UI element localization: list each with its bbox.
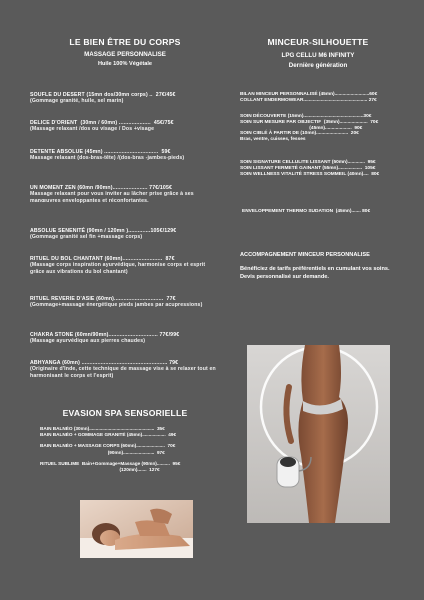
service-description: (Originaire d'Inde, cette technique de massage vise à se relaxer tout en harmonisant le corps et l'esprit) [30,366,216,379]
minceur-price-row: Bras, ventre, cuisses, fesses [240,137,306,143]
service-title: DELICE D'ORIENT (30mn / 60mn) .................... 45€/75€ [30,120,174,126]
service-title: ABSOLUE SENENITÉ (90mn / 120mn )..............105€/129€ [30,228,177,234]
spa-price-row: (120mn)....... 127€ [40,467,160,473]
accompagnement-title: ACCOMPAGNEMENT MINCEUR PERSONNALISE [240,252,370,258]
minceur-price-row: SOIN DÉCOUVERTE (15mn).............................................30€ [240,114,372,119]
minceur-section-subtitle: LPG CELLU M6 INFINITY [281,52,355,59]
minceur-price-row: SOIN SUR MESURE PAR OBJECTIF (35mn)..................... 70€ [240,119,379,125]
minceur-price-group-1 [240,92,400,104]
service-item [30,92,220,105]
silhouette-photo [247,345,390,523]
minceur-price-row: COLLANT ENDERMOWEAR................................................ 27€ [240,97,377,103]
spa-price-row: BAIN BALNÉO (30mn).................................................. 35€ [40,426,165,431]
service-title: CHAKRA STONE (60mn/90mn)............................... 77€/99€ [30,332,180,338]
service-description: Massage relaxant (dos-bras-tête) /(dos-bras -jambes-pieds) [30,155,185,162]
minceur-price-row: SOIN CIBLÉ À PARTIR DE (10mn)........................ 20€ [240,131,359,137]
service-title: UN MOMENT ZEN (60mn /90mn)...................... 77€/105€ [30,185,173,191]
service-item [30,185,220,204]
service-item [30,296,220,309]
minceur-price-group-2 [240,114,400,143]
service-item [30,332,220,345]
service-title: SOUFLE DU DESERT (15mn dos/30mn corps) .. 27€/45€ [30,92,176,98]
minceur-price-group-3 [240,160,400,177]
minceur-price-row: (45mn).................... 90€ [240,125,363,131]
minceur-price-row: SOIN WELLNESS VITALITÉ STRESS SOMMEIL (40mn).... 80€ [240,171,380,177]
service-item [30,120,220,133]
service-item [30,256,220,275]
service-description: (Gommage+massage énergétique pieds jambes par acupressions) [30,302,203,309]
massage-photo-illustration [80,500,193,558]
accompagnement-text: Bénéficiez de tarifs préférentiels en cumulant vos soins. [240,266,390,272]
spa-price-row: BAIN BALNÉO + MASSAGE CORPS (60mn)...................... 70€ [40,443,176,449]
minceur-price-row: SOIN LISSANT FERMETÉ GAINANT (55mn).................. 105€ [240,165,376,171]
massage-section-subtitle: MASSAGE PERSONNALISE [84,51,166,58]
service-description: (Gommage granité, huile, sel marin) [30,98,124,105]
silhouette-photo-illustration [247,345,390,523]
service-description: (Massage corps inspiration ayurvédique, harmonise corps et esprit grâce aux vibrations du bol chantant) [30,262,206,275]
service-item [30,360,220,379]
spa-price-list [40,426,220,473]
spa-price-row: (90mn)........................ 97€ [40,449,165,455]
enveloppement-price-row: ENVELOPPEMENT THERMO SUDATION (45mn)....... 80€ [242,209,371,214]
massage-section-title: LE BIEN ÊTRE DU CORPS [69,37,181,47]
service-title: DETENTE ABSOLUE (45mn) .................................. 59€ [30,149,171,155]
service-description: (Gommage granité sel fin +massage corps) [30,234,143,241]
spa-section-title: EVASION SPA SENSORIELLE [62,408,188,418]
service-title: RITUEL REVERIE D'ASIE (60mn)............................... 77€ [30,296,176,302]
service-description: (Massage relaxant /dos ou visage / Dos +visage [30,126,155,133]
service-description: (Massage ayurvédique aux pierres chaudes) [30,338,146,345]
minceur-price-row: SOIN SIGNATURE CELLULITE LISSANT (50mn)............. 95€ [240,160,376,165]
service-item [30,149,220,162]
accompagnement-note: Devis personnalisé sur demande. [240,273,329,280]
massage-photo [80,500,193,558]
spa-price-row: BAIN BALNÉO + GOMMAGE GRANITÉ (45mn).................. 49€ [40,432,177,438]
service-title: ABHYANGA (60mn) ...................................................... 79€ [30,360,179,366]
spa-price-row: RITUEL SUBLIME Bain+Gommage+Massage (90mn).......... 95€ [40,460,181,466]
service-item [30,228,220,241]
minceur-section-title: MINCEUR-SILHOUETTE [267,37,369,47]
service-title: RITUEL DU BOL CHANTANT (60mn)......................... 87€ [30,256,175,262]
accompagnement-block [240,252,398,281]
service-description: Massage relaxant pour vous inviter au lâcher prise grâce à ses manœuvres enveloppantes et réconfortantes. [30,191,194,204]
minceur-price-row: BILAN MINCEUR PERSONNALISÉ (45mn)..........................60€ [240,92,378,97]
minceur-section-subtitle2: Dernière génération [288,62,348,69]
massage-section-oil-note: Huile 100% Végétale [97,61,153,67]
